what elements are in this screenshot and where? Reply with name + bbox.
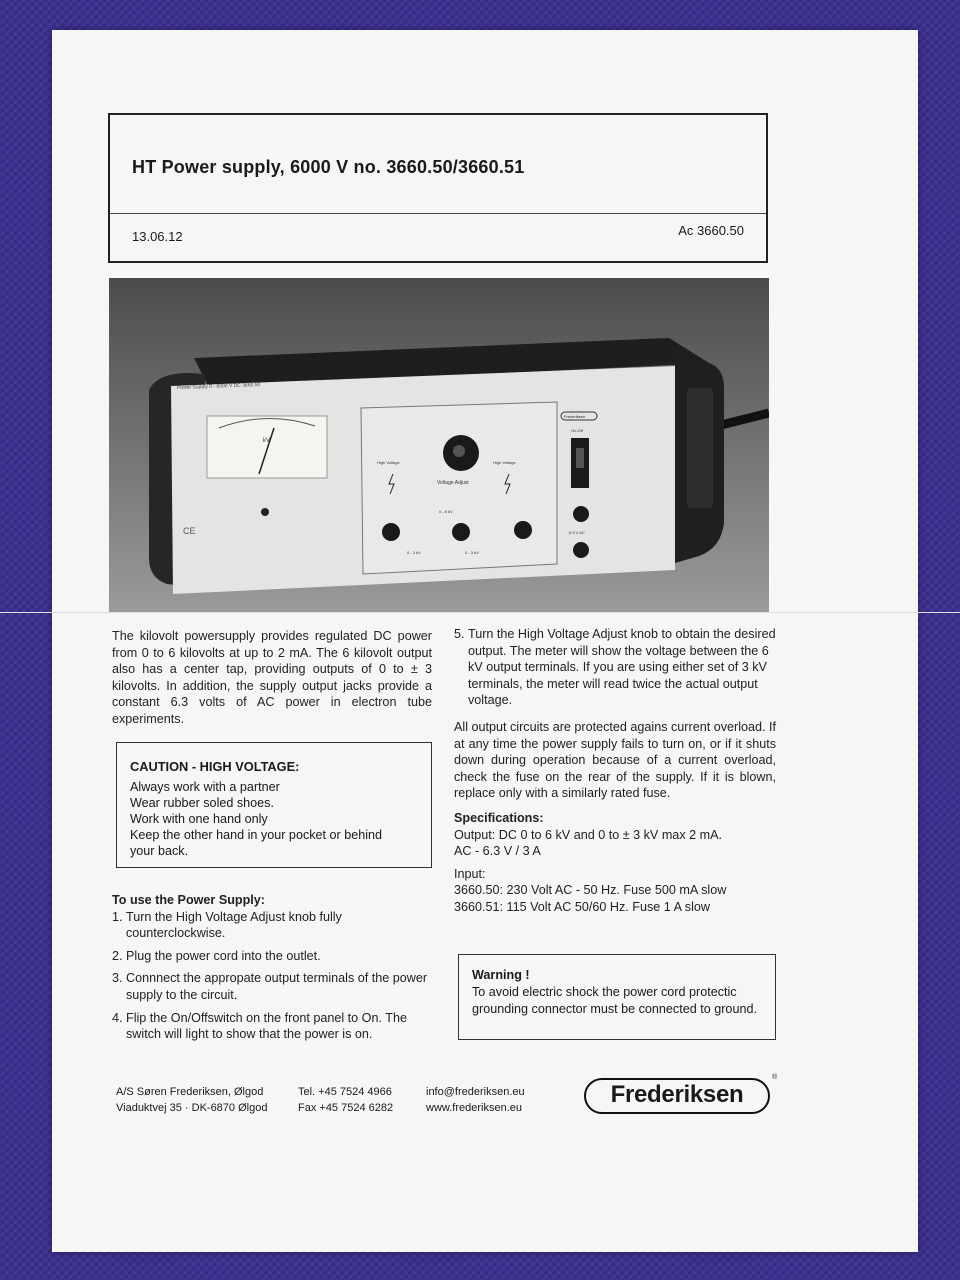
right-column [454,626,776,916]
document-title: HT Power supply, 6000 V no. 3660.50/3660.51 [132,157,525,177]
footer-address [116,1084,267,1116]
usage-step: 4. Flip the On/Offswitch on the front panel to On. The switch will light to show that the power is on. [112,1010,407,1042]
specs-input-230: 3660.50: 230 Volt AC - 50 Hz. Fuse 500 mA slow [454,883,727,898]
range-left-label: 0 - 3 kV [407,550,421,555]
footer-street: Viaduktvej 35 · DK-6870 Ølgod [116,1102,268,1114]
caution-heading: CAUTION - HIGH VOLTAGE: [130,759,300,774]
registered-mark: ® [772,1074,778,1081]
footer-tel: Tel. +45 7524 4966 [298,1086,392,1098]
warning-heading: Warning ! [472,968,530,982]
usage-section [112,892,434,1043]
knob-label: Voltage Adjust [437,480,469,486]
document-header [108,113,768,263]
specs-input-115: 3660.51: 115 Volt AC 50/60 Hz. Fuse 1 A slow [454,899,711,914]
device-photo [109,278,769,612]
power-supply-illustration [109,278,769,612]
brand-badge: Frederiksen [564,414,586,419]
header-divider [110,213,766,214]
footer-web[interactable]: www.frederiksen.eu [426,1102,522,1114]
specs-heading: Specifications: [454,810,544,825]
left-column [112,628,432,728]
usage-step: 3. Connnect the appropate output terminals of the power supply to the circuit. [112,971,428,1002]
range-right-label: 0 - 3 kV [465,550,479,555]
footer-contact [426,1084,525,1116]
protection-paragraph: All output circuits are protected agains current overload. If at any time the power supply fails to turn on, or if it shuts down during operation because of a current overload, check the fuse on the rear of the supply. If it is blown, replace only with a similarly rated fuse. [454,719,777,801]
warning-box [458,954,776,1040]
footer-company: A/S Søren Frederiksen, Ølgod [116,1086,264,1098]
footer-email[interactable]: info@frederiksen.eu [426,1086,525,1098]
onoff-label: On-Off [571,428,583,433]
footer-fax: Fax +45 7524 6282 [298,1102,394,1114]
usage-step: 5. Turn the High Voltage Adjust knob to obtain the desired output. The meter will show the voltage between the 6 kV output terminals. If you are using either set of 3 kV terminals, the meter will read twice the actual output voltage. [454,627,776,708]
caution-box [116,742,432,868]
intro-paragraph: The kilovolt powersupply provides regulated DC power from 0 to 6 kilovolts at up to 2 mA. The 6 kilovolt output also has a center tap, providing outputs of 0 to ± 3 kilovolts. In addition, the supply output jacks provide a constant 6.3 volts of AC power in electron tube experiments. [112,629,432,726]
meter-unit: kV [263,438,271,444]
usage-step: 2. Plug the power cord into the outlet. [112,948,321,963]
frederiksen-logo: Frederiksen [584,1078,770,1114]
footer-phone [298,1084,393,1116]
caution-line: your back. [130,844,189,858]
ce-mark: CE [183,526,196,536]
warning-body: To avoid electric shock the power cord protectic grounding connector must be connected to ground. [472,985,757,1016]
hv-left-label: High Voltage [377,460,400,465]
caution-line: Always work with a partner [130,780,280,794]
specs-output-ac: AC - 6.3 V / 3 A [454,844,541,859]
specs-output-dc: Output: DC 0 to 6 kV and 0 to ± 3 kV max 2 mA. [454,827,723,842]
caution-line: Wear rubber soled shoes. [130,796,274,810]
document-date: 13.06.12 [132,229,183,244]
caution-line: Keep the other hand in your pocket or behind [130,828,383,842]
hv-right-label: High Voltage [493,460,516,465]
usage-heading: To use the Power Supply: [112,893,266,907]
specs-input-label: Input: [454,866,486,881]
document-number: Ac 3660.50 [678,223,744,238]
usage-step: 1. Turn the High Voltage Adjust knob fully counterclockwise. [112,909,342,941]
paper-fold [0,612,960,613]
range-top-label: 0 - 6 kV [439,509,453,514]
caution-line: Work with one hand only [130,812,268,826]
panel-label: Power Supply 0 - 6000 V DC 3660.50 [176,382,261,391]
ac-label: 6.3 V AC [569,530,585,535]
